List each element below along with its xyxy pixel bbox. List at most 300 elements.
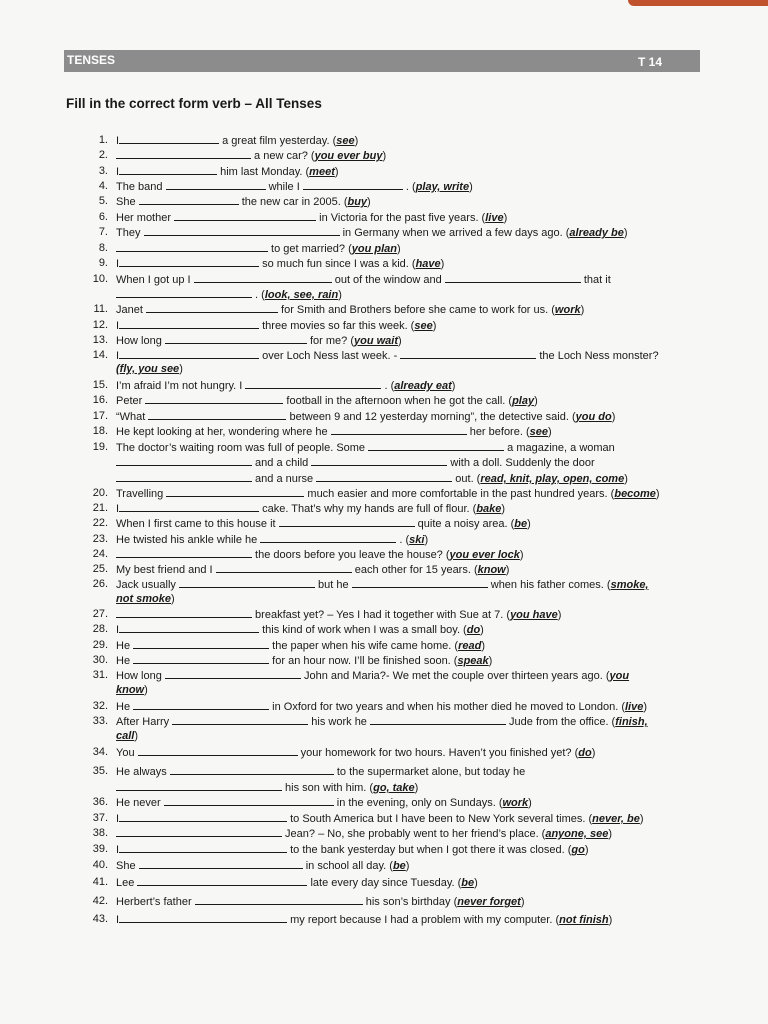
exercise-number: 25. — [92, 563, 108, 575]
sentence-text: so much fun since I was a kid. ( — [259, 258, 416, 270]
sentence-text: a new car? ( — [251, 150, 315, 162]
sentence-text: ) — [519, 549, 524, 561]
verb-hint: go — [571, 844, 585, 856]
exercise-number: 17. — [92, 410, 108, 422]
answer-blank[interactable] — [119, 133, 219, 144]
verb-hint: read, knit, play, open, come — [480, 473, 625, 485]
exercise-number: 7. — [98, 226, 108, 238]
verb-hint: never forget — [457, 896, 521, 908]
exercise-line — [0, 795, 768, 809]
sentence-text: in school all day. ( — [302, 860, 393, 872]
exercise-number: 29. — [92, 639, 108, 651]
exercise-line — [0, 699, 768, 713]
verb-hint: you ever buy — [314, 150, 383, 162]
exercise-line — [0, 653, 768, 667]
exercise-line — [0, 378, 768, 392]
answer-blank[interactable] — [137, 875, 307, 886]
sentence-text: John and Maria?- We met the couple over thirteen years ago. ( — [300, 670, 610, 682]
exercise-text — [116, 302, 584, 317]
verb-hint: work — [554, 304, 581, 316]
sentence-text: ) — [624, 473, 628, 485]
exercise-line — [0, 471, 768, 485]
exercise-number: 13. — [92, 334, 108, 346]
verb-hint: speak — [457, 655, 489, 667]
answer-blank[interactable] — [166, 179, 266, 190]
sentence-text: to South America but I have been to New York several times. ( — [287, 813, 593, 825]
exercise-number: 35. — [92, 765, 108, 777]
sentence-text: Herbert’s father — [116, 896, 195, 908]
sentence-text: I — [116, 135, 120, 147]
sentence-text: He never — [116, 797, 164, 809]
exercise-text — [116, 287, 342, 302]
answer-blank[interactable] — [119, 811, 287, 822]
answer-blank[interactable] — [116, 455, 252, 466]
exercise-text — [116, 318, 436, 333]
exercise-line — [0, 668, 768, 682]
sentence-text: out. ( — [452, 473, 481, 485]
exercise-number: 12. — [92, 319, 108, 331]
answer-blank[interactable] — [370, 714, 506, 725]
exercise-text — [116, 333, 402, 348]
sentence-text: and a child — [252, 457, 312, 469]
exercise-text — [116, 256, 444, 271]
verb-hint: work — [502, 797, 529, 809]
exercise-number: 40. — [92, 859, 108, 871]
answer-blank[interactable] — [116, 471, 252, 482]
sentence-text: . ( — [381, 380, 395, 392]
exercise-number: 11. — [93, 303, 108, 315]
sentence-text: He — [116, 640, 134, 652]
exercise-text — [116, 378, 455, 393]
sentence-text: over Loch Ness last week. - — [259, 350, 401, 362]
answer-blank[interactable] — [119, 164, 217, 175]
verb-hint: fly, you see — [119, 363, 180, 375]
exercise-number: 38. — [92, 827, 108, 839]
exercise-line — [0, 424, 768, 438]
answer-blank[interactable] — [164, 795, 334, 806]
sentence-text: the paper when his wife came home. ( — [269, 640, 459, 652]
sentence-text: Her mother — [116, 212, 175, 224]
answer-blank[interactable] — [352, 577, 488, 588]
sentence-text: ) — [481, 640, 485, 652]
sentence-text: When I got up I — [116, 274, 194, 286]
verb-hint: you plan — [351, 243, 397, 255]
answer-blank[interactable] — [368, 440, 504, 451]
sentence-text: ) — [501, 503, 506, 515]
verb-hint: already be — [569, 227, 624, 239]
sentence-text: I — [116, 350, 120, 362]
exercise-number: 4. — [98, 180, 108, 192]
exercise-line — [0, 409, 768, 423]
answer-blank[interactable] — [148, 409, 286, 420]
sentence-text: . ( — [396, 534, 410, 546]
exercise-line — [0, 894, 768, 908]
sentence-text: Lee — [116, 877, 138, 889]
exercise-text — [116, 194, 371, 209]
exercise-text — [116, 424, 552, 439]
sentence-text: ) — [334, 166, 339, 178]
exercise-number: 32. — [92, 700, 108, 712]
answer-blank[interactable] — [195, 894, 363, 905]
sentence-text: ) — [432, 320, 437, 332]
exercise-text — [116, 225, 628, 240]
answer-blank[interactable] — [170, 764, 334, 775]
sentence-text: After Harry — [116, 716, 173, 728]
sentence-text: I — [116, 258, 120, 270]
exercise-line — [0, 164, 768, 178]
exercise-text — [116, 875, 478, 890]
sentence-text: When I first came to this house it — [116, 518, 279, 530]
exercise-line — [0, 780, 768, 794]
exercise-line — [0, 607, 768, 621]
verb-hint: know — [477, 564, 506, 576]
exercise-text — [116, 780, 418, 795]
answer-blank[interactable] — [194, 272, 332, 283]
exercise-text — [116, 164, 339, 179]
verb-hint: not finish — [559, 914, 609, 926]
verb-hint: buy — [347, 196, 368, 208]
exercise-line — [0, 210, 768, 224]
verb-hint: become — [614, 488, 656, 500]
answer-blank[interactable] — [166, 486, 304, 497]
exercise-line — [0, 194, 768, 208]
sentence-text: cake. That’s why my hands are full of flour. ( — [259, 503, 477, 515]
exercise-text — [116, 592, 175, 606]
exercise-line — [0, 912, 768, 926]
exercise-text — [116, 532, 428, 547]
sentence-text: ) — [655, 488, 660, 500]
sentence-text: The doctor’s waiting room was full of people. Some — [116, 442, 369, 454]
answer-blank[interactable] — [260, 532, 396, 543]
answer-blank[interactable] — [400, 348, 536, 359]
answer-blank[interactable] — [116, 287, 252, 298]
sentence-text: ) — [580, 304, 585, 316]
exercise-line — [0, 592, 768, 606]
answer-blank[interactable] — [145, 393, 283, 404]
worksheet-header-bar — [64, 50, 700, 72]
sentence-text: ) — [557, 609, 562, 621]
verb-hint: live — [625, 701, 644, 713]
exercise-text — [116, 486, 660, 501]
sentence-text: I — [116, 624, 120, 636]
exercise-text — [116, 842, 589, 857]
sentence-text: He — [116, 701, 134, 713]
sentence-text: his work he — [308, 716, 370, 728]
exercise-number: 34. — [92, 746, 108, 758]
exercise-line — [0, 516, 768, 530]
verb-hint: go, take — [373, 782, 415, 794]
verb-hint: finish, — [615, 716, 648, 728]
sentence-text: the doors before you leave the house? ( — [252, 549, 450, 561]
sentence-text: her before. ( — [466, 426, 530, 438]
sentence-text: I — [116, 813, 120, 825]
sentence-text: and a nurse — [252, 473, 317, 485]
sentence-text: ) — [367, 196, 371, 208]
answer-blank[interactable] — [116, 607, 252, 618]
verb-hint: see — [414, 320, 433, 332]
sentence-text: ) — [534, 395, 538, 407]
exercise-text — [116, 393, 538, 408]
answer-blank[interactable] — [139, 194, 239, 205]
exercise-text — [116, 826, 612, 841]
verb-hint: be — [514, 518, 528, 530]
exercise-line — [0, 133, 768, 147]
answer-blank[interactable] — [331, 424, 467, 435]
exercise-line — [0, 547, 768, 561]
sentence-text: Janet — [116, 304, 146, 316]
exercise-text — [116, 440, 615, 455]
exercise-line — [0, 532, 768, 546]
sentence-text: ) — [547, 426, 552, 438]
corner-accent — [628, 0, 768, 6]
sentence-text: ) — [608, 828, 612, 840]
answer-blank[interactable] — [245, 378, 381, 389]
exercise-line — [0, 729, 768, 743]
answer-blank[interactable] — [179, 577, 315, 588]
verb-hint: you do — [575, 411, 612, 423]
exercise-text — [116, 912, 612, 927]
sentence-text: Peter — [116, 395, 146, 407]
exercise-line — [0, 348, 768, 362]
sheet-code: T 14 — [637, 55, 662, 69]
exercise-line — [0, 714, 768, 728]
answer-blank[interactable] — [139, 858, 303, 869]
sentence-text: ) — [639, 813, 644, 825]
sentence-text: your homework for two hours. Haven’t you finished yet? ( — [297, 747, 579, 759]
exercise-number: 39. — [92, 843, 108, 855]
sentence-text: ) — [643, 701, 648, 713]
verb-hint: already eat — [394, 380, 452, 392]
verb-hint: bake — [476, 503, 502, 515]
exercise-line — [0, 638, 768, 652]
answer-blank[interactable] — [165, 333, 307, 344]
sentence-text: ) — [623, 227, 628, 239]
sentence-text: The band — [116, 181, 166, 193]
verb-hint: have — [415, 258, 441, 270]
exercise-number: 3. — [98, 165, 108, 177]
sentence-text: late every day since Tuesday. ( — [307, 877, 462, 889]
sentence-text: a great film yesterday. ( — [219, 135, 337, 147]
answer-blank[interactable] — [316, 471, 452, 482]
sentence-text: I — [116, 166, 120, 178]
sentence-text: ) — [134, 730, 139, 742]
exercise-text — [116, 501, 505, 516]
sentence-text: this kind of work when I was a small boy. ( — [259, 624, 467, 636]
answer-blank[interactable] — [445, 272, 581, 283]
answer-blank[interactable] — [279, 516, 415, 527]
answer-blank[interactable] — [165, 668, 301, 679]
sentence-text: breakfast yet? – Yes I had it together with Sue at 7. ( — [252, 609, 511, 621]
answer-blank[interactable] — [138, 745, 298, 756]
exercise-line — [0, 486, 768, 500]
sentence-text: out of the window and — [331, 274, 445, 286]
answer-blank[interactable] — [116, 547, 252, 558]
sentence-text: “What — [116, 411, 149, 423]
sentence-text: How long — [116, 335, 165, 347]
exercise-number: 36. — [92, 796, 108, 808]
verb-hint: see — [336, 135, 355, 147]
exercise-line — [0, 362, 768, 376]
sentence-text: ) — [354, 135, 359, 147]
exercise-text — [116, 577, 649, 592]
exercise-line — [0, 302, 768, 316]
exercise-number: 23. — [92, 533, 108, 545]
answer-blank[interactable] — [119, 318, 259, 329]
sentence-text: that it — [580, 274, 611, 286]
exercise-line — [0, 683, 768, 697]
sentence-text: . ( — [402, 181, 416, 193]
sentence-text: ) — [338, 289, 342, 301]
exercise-line — [0, 256, 768, 270]
verb-hint: do — [578, 747, 592, 759]
answer-blank[interactable] — [311, 455, 447, 466]
exercise-line — [0, 501, 768, 515]
sentence-text: ) — [474, 877, 478, 889]
answer-blank[interactable] — [119, 501, 259, 512]
exercise-text — [116, 668, 629, 683]
exercise-number: 30. — [92, 654, 108, 666]
sentence-text: to the supermarket alone, but today he — [333, 766, 526, 778]
sentence-text: ) — [584, 844, 589, 856]
sentence-text: three movies so far this week. ( — [259, 320, 415, 332]
answer-blank[interactable] — [119, 256, 259, 267]
sentence-text: his son’s birthday ( — [362, 896, 458, 908]
sentence-text: ) — [608, 914, 613, 926]
answer-blank[interactable] — [133, 638, 269, 649]
exercise-number: 2. — [98, 149, 108, 161]
sentence-text: How long — [116, 670, 165, 682]
sentence-text: ) — [527, 518, 531, 530]
exercise-number: 9. — [98, 257, 108, 269]
exercise-number: 16. — [92, 394, 108, 406]
sentence-text: Travelling — [116, 488, 167, 500]
exercise-text — [116, 133, 358, 148]
verb-hint: not smoke — [116, 593, 172, 605]
exercise-line — [0, 764, 768, 778]
exercise-text — [116, 471, 628, 486]
verb-hint: do — [466, 624, 481, 636]
answer-blank[interactable] — [119, 912, 287, 923]
sentence-text: Jude from the office. ( — [505, 716, 616, 728]
verb-hint: read — [458, 640, 482, 652]
answer-blank[interactable] — [216, 562, 352, 573]
sentence-text: for me? ( — [306, 335, 354, 347]
sentence-text: ) — [469, 181, 473, 193]
answer-blank[interactable] — [174, 210, 316, 221]
answer-blank[interactable] — [116, 780, 282, 791]
exercise-line — [0, 858, 768, 872]
exercise-text: (fly, you see) — [116, 363, 183, 375]
answer-blank[interactable] — [119, 842, 287, 853]
sentence-text: ) — [503, 212, 508, 224]
exercise-text — [116, 179, 473, 194]
verb-hint: smoke, — [610, 579, 649, 591]
sentence-text: ) — [405, 860, 410, 872]
exercise-line — [0, 577, 768, 591]
sentence-text: ) — [171, 593, 175, 605]
exercise-line — [0, 455, 768, 469]
exercise-line — [0, 842, 768, 856]
exercise-number: 20. — [92, 487, 108, 499]
exercise-text — [116, 148, 386, 163]
sentence-text: while I — [265, 181, 303, 193]
sentence-text: ) — [414, 782, 419, 794]
sentence-text: in Germany when we arrived a few days ago. ( — [339, 227, 570, 239]
exercise-line — [0, 333, 768, 347]
exercise-text — [116, 272, 611, 287]
exercise-number: 27. — [92, 608, 108, 620]
answer-blank[interactable] — [133, 699, 269, 710]
answer-blank[interactable] — [116, 826, 282, 837]
sentence-text: You — [116, 747, 138, 759]
answer-blank[interactable] — [146, 302, 278, 313]
answer-blank[interactable] — [116, 148, 251, 159]
exercise-text — [116, 699, 647, 714]
exercise-text — [116, 745, 595, 760]
sentence-text: him last Monday. ( — [217, 166, 310, 178]
exercise-text — [116, 210, 507, 225]
verb-hint: ski — [409, 534, 425, 546]
sentence-text: ) — [480, 624, 484, 636]
exercise-number: 43. — [92, 913, 108, 925]
exercise-text — [116, 547, 524, 562]
sentence-text: I’m afraid I’m not hungry. I — [116, 380, 246, 392]
exercise-text — [116, 516, 531, 531]
verb-hint: call — [116, 730, 135, 742]
exercise-text — [116, 714, 648, 729]
exercise-line — [0, 875, 768, 889]
verb-hint: you ever lock — [449, 549, 520, 561]
verb-hint: meet — [309, 166, 335, 178]
exercise-number: 26. — [92, 578, 108, 590]
sentence-text: They — [116, 227, 144, 239]
sentence-text: ) — [451, 380, 456, 392]
answer-blank[interactable] — [119, 622, 259, 633]
verb-hint: you wait — [354, 335, 399, 347]
answer-blank[interactable] — [172, 714, 308, 725]
exercise-number: 10. — [92, 273, 108, 285]
answer-blank[interactable] — [144, 225, 340, 236]
exercise-line — [0, 562, 768, 576]
sentence-text: ) — [398, 335, 402, 347]
verb-hint: know — [116, 684, 145, 696]
exercise-number: 22. — [92, 517, 108, 529]
sentence-text: He — [116, 655, 134, 667]
answer-blank[interactable] — [303, 179, 403, 190]
sentence-text: My best friend and I — [116, 564, 216, 576]
sentence-text: She — [116, 860, 139, 872]
sentence-text: Jean? – No, she probably went to her friend’s place. ( — [282, 828, 546, 840]
page-title: Fill in the correct form verb – All Tenses — [66, 96, 322, 111]
verb-hint: live — [485, 212, 504, 224]
exercise-number: 14. — [92, 349, 108, 361]
sentence-text: each other for 15 years. ( — [351, 564, 478, 576]
sentence-text: He twisted his ankle while he — [116, 534, 261, 546]
answer-blank[interactable] — [116, 241, 268, 252]
exercise-number: 18. — [92, 425, 108, 437]
exercise-number: 28. — [92, 623, 108, 635]
sentence-text: the new car in 2005. ( — [238, 196, 348, 208]
answer-blank[interactable] — [119, 348, 259, 359]
answer-blank[interactable] — [133, 653, 269, 664]
sentence-text: for Smith and Brothers before she came to work for us. ( — [277, 304, 555, 316]
exercise-line — [0, 745, 768, 759]
sentence-text: but he — [314, 579, 352, 591]
exercise-line — [0, 440, 768, 454]
sentence-text: the Loch Ness monster? — [536, 350, 659, 362]
exercise-line — [0, 318, 768, 332]
exercise-text — [116, 683, 148, 697]
